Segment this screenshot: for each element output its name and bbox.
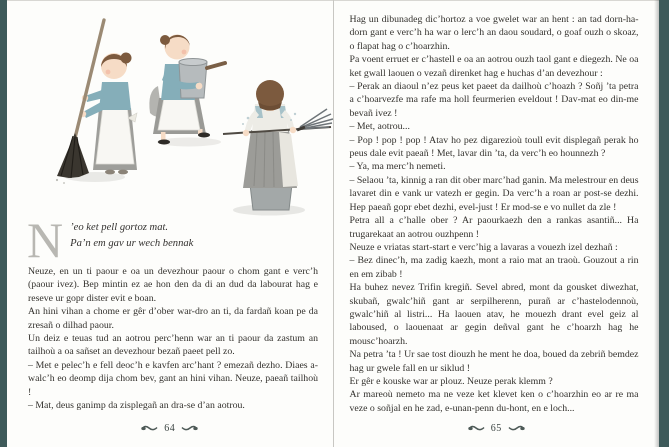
page-number-right: 65 <box>490 423 502 434</box>
drop-cap: N <box>27 212 64 268</box>
left-page-footer <box>7 423 333 434</box>
paragraph: Petra all a c’halle ober ? Ar paourkaezh den a rankas asantiñ... Ha trugarekaat an aotrou ouzhpenn ! <box>349 215 639 240</box>
paragraph: Hag un dibunadeg dic’hortoz a voe gwelet war an hent : an tad dorn-ha-dorn gant e verc’h ha war o lerc’h an daou soudard, o goaf ouzh o skoaz, o flapat hag o c’hoarzhin. <box>349 14 639 52</box>
paragraph: Na petra ’ta ! Ur sae tost diouzh he ment he doa, boued da zebriñ bemdez hag ur gwele fall en ur siklud ! <box>349 349 639 374</box>
epigraph-line-1: ’eo ket pell gortoz mat. <box>70 222 169 233</box>
paragraph: – Selaou ’ta, kinnig a ran dit ober marc’had ganin. Ma melestrour en deus lavaret din e vank ur vatezh er gegin. Da verc’h a roan ar post-se dezhi. Hep paeañ gopr ebet dezhi, evel-just ! Er mod-se e vo nullet da zle ! <box>349 174 639 213</box>
footer-ornament-icon <box>468 424 485 433</box>
footer-ornament-icon <box>508 424 525 433</box>
girl-with-feather-duster-figure <box>223 80 333 210</box>
book-spread <box>7 0 659 447</box>
right-page-footer <box>334 423 660 434</box>
paragraph: – Met e pelec’h e fell deoc’h e kavfen arc’hant ? emezañ dezho. Diaes a-walc’h eo deomp dija chom bev, gant an hini vihan. Neuze, paeañ tailhoù ! <box>28 359 318 398</box>
paragraph: – Perak an diaoul n’ez peus ket paeet da dailhoù c’hoazh ? Soñj ’ta petra a c’hoarvezfe ma rafe ma holl feurmerien eveldout ! Dav-mat eo din-me bevañ ivez ! <box>349 81 639 119</box>
page-number-left: 64 <box>164 423 176 434</box>
paragraph: Pa voent erruet er c’hastell e oa an aotrou ouzh taol gant e diegezh. Ne oa ket gwall laouen o vezañ direnket hag e huchas d’an devezhour : <box>349 54 639 79</box>
paragraph: Ha buhez nevez Trifin kregiñ. Sevel abred, mont da gousket diwezhat, skubañ, gwalc’hiñ gant ar serpilherenn, purañ ar c’hastelodennoù, gwalc’hiñ al listri... Ha laouen atav, he mouezh drant evel geiz al laboused, o laouenaat ar gegin deñval gant he c’hoarzh hag he mousc’hoarzh. <box>349 282 639 347</box>
right-page <box>334 0 660 447</box>
paragraph: – Met, aotrou... <box>349 121 410 133</box>
paragraph: – Mat, deus ganimp da zisplegañ an dra-se d’an aotrou. <box>28 400 245 412</box>
left-page-body-text <box>28 265 318 412</box>
footer-ornament-icon <box>141 424 158 433</box>
left-page <box>7 0 334 447</box>
chapter-epigraph <box>27 212 194 268</box>
paragraph: Neuze e vriatas start-start e verc’hig a lavaras a vouezh izel dezhañ : <box>349 241 618 253</box>
paragraph: – Pop ! pop ! pop ! Atav ho pez digarezioù toull evit displegañ perak ho peus dale evit paeañ ! Met, lavar din ’ta, da verc’h eo hounnezh ? <box>349 134 639 160</box>
paragraph: – Ya, ma merc’h nemeti. <box>349 161 446 173</box>
paragraph: Un deiz e teuas tud an aotrou perc’henn war an ti paour da zastum an tailhoù a oa sañset an devezhour bezañ paeet pell zo. <box>28 333 318 358</box>
girl-sweeping-figure <box>56 20 137 184</box>
paragraph: Ar mareoù nemeto ma ne veze ket klevet ken o c’hoarzhin eo ar re ma veze o soñjal en he zad, e-unan-penn du-hont, en e loch... <box>349 389 639 414</box>
paragraph: An hini vihan a chome er gêr d’ober war-dro an ti, da fardañ koan pe da zresañ o dilhad paour. <box>28 306 318 331</box>
story-illustration <box>7 6 333 218</box>
paragraph: Er gêr e kouske war ar plouz. Neuze perak klemm ? <box>349 375 553 387</box>
footer-ornament-icon <box>181 424 198 433</box>
girl-carrying-pot-figure <box>149 35 225 145</box>
paragraph: Neuze, en un ti paour e oa un devezhour paour o chom gant e verc’h (paour ivez). Bep mintin ez ae hon den da di an dud da labourat hag e reseve ur gopr dister evit e boan. <box>28 266 318 304</box>
epigraph-line-2: Pa’n em gav ur wech bennak <box>70 237 194 249</box>
right-page-body-text <box>350 13 639 415</box>
paragraph: – Bez dinec’h, ma zadig kaezh, mont a raio mat an traoù. Gouzout a rin en em zibab ! <box>349 255 639 280</box>
